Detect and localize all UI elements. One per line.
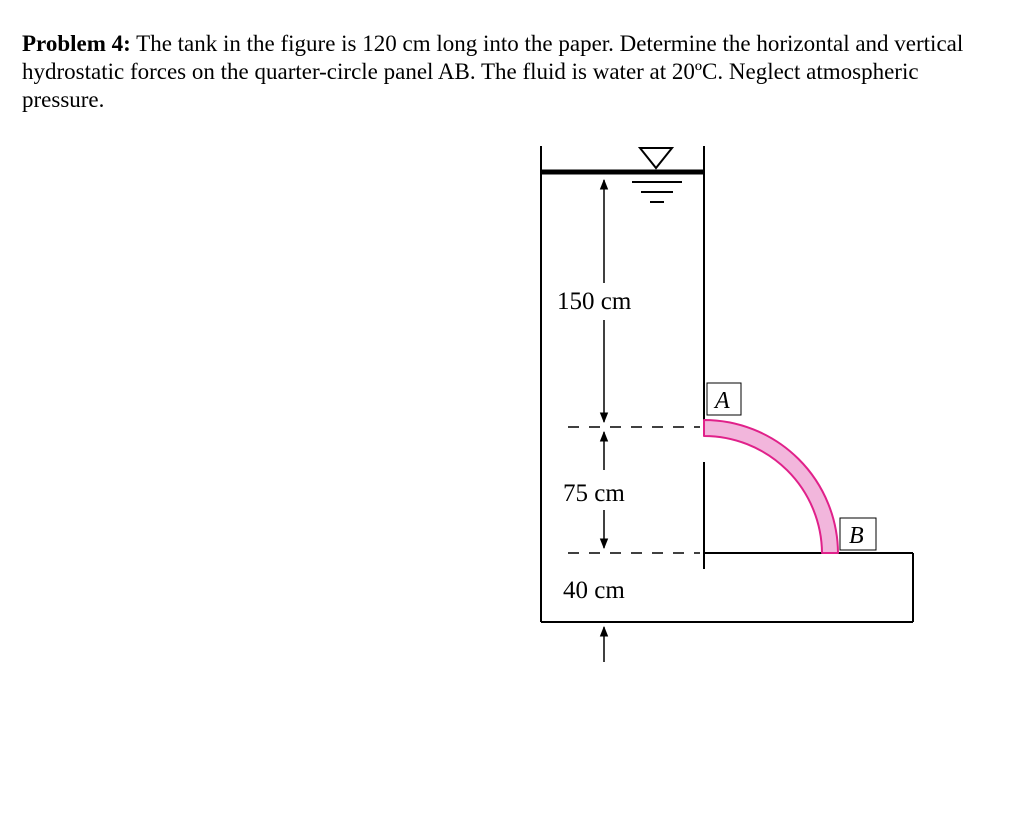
point-label-a: A [715, 388, 730, 414]
problem-text: The tank in the figure is 120 cm long into the paper. Determine the horizontal and vertical hydrostatic forces on the quarter-circle panel AB. The fluid is water at 20ºC. Neglect atmospheric pressure. [22, 31, 964, 112]
dimension-label-75: 75 cm [563, 480, 625, 507]
dimension-label-40: 40 cm [563, 577, 625, 604]
free-surface-icon [632, 148, 682, 202]
quarter-circle-panel-ab [704, 420, 838, 553]
dimension-label-150: 150 cm [557, 288, 632, 315]
problem-label: Problem 4: [22, 31, 131, 56]
point-label-b: B [849, 523, 864, 549]
